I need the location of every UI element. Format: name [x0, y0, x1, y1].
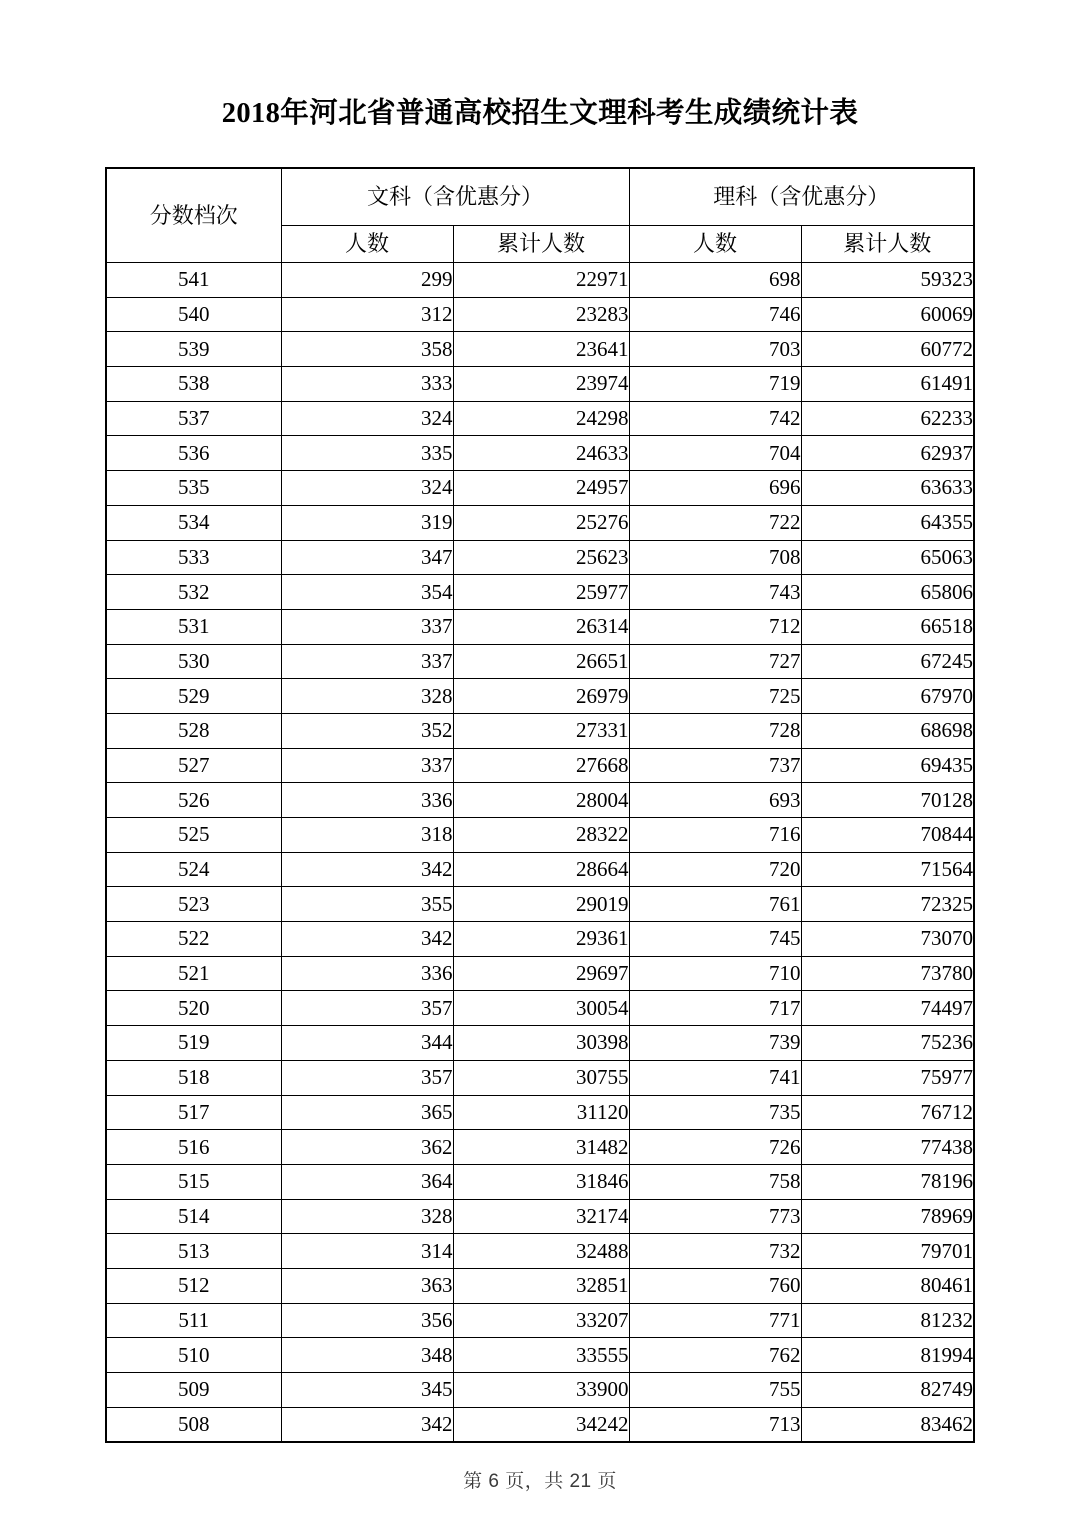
cell-score-tier: 516	[106, 1130, 281, 1165]
cell-liberal-cumulative: 24298	[453, 401, 629, 436]
cell-science-count: 746	[629, 297, 801, 332]
cell-liberal-cumulative: 31120	[453, 1095, 629, 1130]
table-header-row-groups	[106, 168, 974, 226]
cell-science-cumulative: 67245	[801, 644, 974, 679]
cell-score-tier: 513	[106, 1234, 281, 1269]
cell-liberal-cumulative: 28664	[453, 852, 629, 887]
cell-science-count: 720	[629, 852, 801, 887]
table-row	[106, 679, 974, 714]
cell-liberal-count: 299	[281, 263, 453, 298]
cell-liberal-cumulative: 25276	[453, 505, 629, 540]
cell-liberal-cumulative: 32851	[453, 1268, 629, 1303]
cell-liberal-count: 357	[281, 1060, 453, 1095]
cell-liberal-cumulative: 29361	[453, 922, 629, 957]
cell-score-tier: 527	[106, 748, 281, 783]
cell-liberal-count: 348	[281, 1338, 453, 1373]
cell-liberal-count: 328	[281, 679, 453, 714]
page-title: 2018年河北省普通高校招生文理科考生成绩统计表	[221, 98, 859, 129]
cell-score-tier: 531	[106, 609, 281, 644]
cell-score-tier: 535	[106, 471, 281, 506]
cell-liberal-cumulative: 29019	[453, 887, 629, 922]
cell-science-cumulative: 80461	[801, 1268, 974, 1303]
cell-science-count: 710	[629, 956, 801, 991]
cell-score-tier: 525	[106, 818, 281, 853]
cell-liberal-count: 352	[281, 713, 453, 748]
table-row	[106, 1164, 974, 1199]
cell-score-tier: 517	[106, 1095, 281, 1130]
cell-liberal-count: 363	[281, 1268, 453, 1303]
cell-score-tier: 533	[106, 540, 281, 575]
cell-science-count: 743	[629, 575, 801, 610]
cell-score-tier: 534	[106, 505, 281, 540]
table-row	[106, 748, 974, 783]
cell-science-cumulative: 59323	[801, 263, 974, 298]
column-header-liberal-arts-group: 文科（含优惠分）	[281, 168, 629, 226]
cell-liberal-cumulative: 23641	[453, 332, 629, 367]
cell-science-count: 739	[629, 1026, 801, 1061]
table-row	[106, 887, 974, 922]
cell-science-cumulative: 65063	[801, 540, 974, 575]
cell-science-cumulative: 62233	[801, 401, 974, 436]
table-row	[106, 991, 974, 1026]
cell-science-count: 708	[629, 540, 801, 575]
cell-science-count: 712	[629, 609, 801, 644]
cell-science-cumulative: 82749	[801, 1373, 974, 1408]
cell-liberal-count: 354	[281, 575, 453, 610]
cell-liberal-cumulative: 30398	[453, 1026, 629, 1061]
table-row	[106, 818, 974, 853]
cell-liberal-cumulative: 33900	[453, 1373, 629, 1408]
cell-science-cumulative: 61491	[801, 367, 974, 402]
cell-science-count: 727	[629, 644, 801, 679]
table-row	[106, 644, 974, 679]
cell-score-tier: 509	[106, 1373, 281, 1408]
cell-liberal-cumulative: 26314	[453, 609, 629, 644]
cell-liberal-count: 355	[281, 887, 453, 922]
cell-liberal-count: 356	[281, 1303, 453, 1338]
table-row	[106, 436, 974, 471]
cell-liberal-cumulative: 30054	[453, 991, 629, 1026]
cell-liberal-count: 319	[281, 505, 453, 540]
cell-liberal-cumulative: 30755	[453, 1060, 629, 1095]
cell-science-count: 771	[629, 1303, 801, 1338]
cell-science-cumulative: 76712	[801, 1095, 974, 1130]
column-header-liberal-count: 人数	[281, 226, 453, 263]
cell-science-count: 698	[629, 263, 801, 298]
cell-liberal-count: 318	[281, 818, 453, 853]
cell-liberal-count: 342	[281, 852, 453, 887]
column-header-science-count: 人数	[629, 226, 801, 263]
cell-score-tier: 530	[106, 644, 281, 679]
cell-science-count: 742	[629, 401, 801, 436]
score-statistics-table-container	[105, 167, 973, 1443]
cell-score-tier: 539	[106, 332, 281, 367]
cell-liberal-cumulative: 27668	[453, 748, 629, 783]
cell-science-cumulative: 73070	[801, 922, 974, 957]
table-row	[106, 783, 974, 818]
cell-science-cumulative: 81232	[801, 1303, 974, 1338]
cell-score-tier: 520	[106, 991, 281, 1026]
cell-liberal-count: 336	[281, 956, 453, 991]
cell-liberal-cumulative: 22971	[453, 263, 629, 298]
cell-science-cumulative: 79701	[801, 1234, 974, 1269]
table-row	[106, 1338, 974, 1373]
table-row	[106, 1373, 974, 1408]
cell-science-count: 717	[629, 991, 801, 1026]
cell-liberal-count: 345	[281, 1373, 453, 1408]
cell-liberal-count: 347	[281, 540, 453, 575]
cell-score-tier: 540	[106, 297, 281, 332]
cell-liberal-cumulative: 27331	[453, 713, 629, 748]
cell-liberal-cumulative: 28004	[453, 783, 629, 818]
cell-science-cumulative: 70128	[801, 783, 974, 818]
cell-score-tier: 522	[106, 922, 281, 957]
cell-liberal-cumulative: 26651	[453, 644, 629, 679]
cell-liberal-cumulative: 31482	[453, 1130, 629, 1165]
table-row	[106, 1026, 974, 1061]
cell-score-tier: 514	[106, 1199, 281, 1234]
cell-liberal-count: 324	[281, 471, 453, 506]
cell-liberal-cumulative: 28322	[453, 818, 629, 853]
cell-score-tier: 521	[106, 956, 281, 991]
cell-score-tier: 532	[106, 575, 281, 610]
cell-science-count: 735	[629, 1095, 801, 1130]
table-row	[106, 852, 974, 887]
cell-liberal-count: 365	[281, 1095, 453, 1130]
table-row	[106, 471, 974, 506]
cell-liberal-count: 337	[281, 609, 453, 644]
cell-liberal-count: 342	[281, 922, 453, 957]
cell-science-cumulative: 83462	[801, 1407, 974, 1442]
table-row	[106, 505, 974, 540]
table-row	[106, 956, 974, 991]
cell-science-cumulative: 63633	[801, 471, 974, 506]
cell-liberal-count: 362	[281, 1130, 453, 1165]
cell-liberal-count: 337	[281, 748, 453, 783]
cell-score-tier: 518	[106, 1060, 281, 1095]
cell-score-tier: 529	[106, 679, 281, 714]
cell-score-tier: 537	[106, 401, 281, 436]
cell-liberal-count: 335	[281, 436, 453, 471]
cell-score-tier: 538	[106, 367, 281, 402]
table-row	[106, 1095, 974, 1130]
cell-science-cumulative: 75236	[801, 1026, 974, 1061]
cell-science-count: 732	[629, 1234, 801, 1269]
cell-science-count: 726	[629, 1130, 801, 1165]
cell-liberal-count: 357	[281, 991, 453, 1026]
cell-science-cumulative: 65806	[801, 575, 974, 610]
cell-liberal-cumulative: 33555	[453, 1338, 629, 1373]
table-body	[106, 263, 974, 1443]
cell-score-tier: 526	[106, 783, 281, 818]
cell-science-count: 773	[629, 1199, 801, 1234]
cell-science-cumulative: 60069	[801, 297, 974, 332]
cell-liberal-count: 337	[281, 644, 453, 679]
cell-liberal-cumulative: 31846	[453, 1164, 629, 1199]
cell-liberal-count: 342	[281, 1407, 453, 1442]
cell-liberal-count: 336	[281, 783, 453, 818]
cell-science-count: 760	[629, 1268, 801, 1303]
cell-science-count: 741	[629, 1060, 801, 1095]
column-header-science-group: 理科（含优惠分）	[629, 168, 974, 226]
column-header-score-tier: 分数档次	[106, 168, 281, 263]
table-row	[106, 297, 974, 332]
cell-science-cumulative: 64355	[801, 505, 974, 540]
cell-liberal-cumulative: 34242	[453, 1407, 629, 1442]
column-header-liberal-cumulative: 累计人数	[453, 226, 629, 263]
cell-science-cumulative: 67970	[801, 679, 974, 714]
table-row	[106, 713, 974, 748]
table-row	[106, 367, 974, 402]
cell-science-cumulative: 78969	[801, 1199, 974, 1234]
table-row	[106, 1130, 974, 1165]
table-row	[106, 1199, 974, 1234]
cell-science-cumulative: 62937	[801, 436, 974, 471]
cell-liberal-count: 333	[281, 367, 453, 402]
cell-science-count: 713	[629, 1407, 801, 1442]
table-row	[106, 332, 974, 367]
cell-science-cumulative: 68698	[801, 713, 974, 748]
cell-score-tier: 524	[106, 852, 281, 887]
cell-liberal-count: 344	[281, 1026, 453, 1061]
table-row	[106, 263, 974, 298]
cell-liberal-cumulative: 24633	[453, 436, 629, 471]
table-row	[106, 575, 974, 610]
cell-science-cumulative: 66518	[801, 609, 974, 644]
cell-liberal-cumulative: 33207	[453, 1303, 629, 1338]
cell-science-count: 722	[629, 505, 801, 540]
cell-science-count: 719	[629, 367, 801, 402]
cell-liberal-count: 312	[281, 297, 453, 332]
cell-score-tier: 541	[106, 263, 281, 298]
cell-science-count: 737	[629, 748, 801, 783]
cell-score-tier: 508	[106, 1407, 281, 1442]
cell-science-count: 703	[629, 332, 801, 367]
cell-science-count: 758	[629, 1164, 801, 1199]
cell-liberal-count: 314	[281, 1234, 453, 1269]
cell-score-tier: 528	[106, 713, 281, 748]
score-statistics-table	[105, 167, 975, 1443]
cell-science-cumulative: 69435	[801, 748, 974, 783]
cell-liberal-cumulative: 23974	[453, 367, 629, 402]
cell-science-cumulative: 70844	[801, 818, 974, 853]
cell-science-count: 745	[629, 922, 801, 957]
cell-liberal-count: 364	[281, 1164, 453, 1199]
cell-score-tier: 515	[106, 1164, 281, 1199]
cell-science-count: 728	[629, 713, 801, 748]
cell-liberal-cumulative: 23283	[453, 297, 629, 332]
table-row	[106, 540, 974, 575]
cell-liberal-count: 328	[281, 1199, 453, 1234]
cell-science-cumulative: 72325	[801, 887, 974, 922]
cell-liberal-cumulative: 32488	[453, 1234, 629, 1269]
table-row	[106, 1234, 974, 1269]
table-row	[106, 1303, 974, 1338]
cell-liberal-cumulative: 32174	[453, 1199, 629, 1234]
cell-score-tier: 511	[106, 1303, 281, 1338]
cell-science-count: 693	[629, 783, 801, 818]
cell-science-cumulative: 71564	[801, 852, 974, 887]
cell-science-cumulative: 77438	[801, 1130, 974, 1165]
table-row	[106, 1060, 974, 1095]
table-row	[106, 922, 974, 957]
cell-score-tier: 510	[106, 1338, 281, 1373]
cell-science-cumulative: 60772	[801, 332, 974, 367]
cell-liberal-count: 324	[281, 401, 453, 436]
cell-liberal-cumulative: 29697	[453, 956, 629, 991]
cell-science-cumulative: 75977	[801, 1060, 974, 1095]
cell-science-cumulative: 81994	[801, 1338, 974, 1373]
table-row	[106, 609, 974, 644]
cell-science-count: 755	[629, 1373, 801, 1408]
page-footer-pagination: 第 6 页，共 21 页	[463, 1471, 617, 1492]
table-header	[106, 168, 974, 263]
cell-science-count: 704	[629, 436, 801, 471]
cell-score-tier: 512	[106, 1268, 281, 1303]
cell-science-cumulative: 73780	[801, 956, 974, 991]
cell-science-count: 696	[629, 471, 801, 506]
cell-liberal-cumulative: 26979	[453, 679, 629, 714]
cell-science-cumulative: 78196	[801, 1164, 974, 1199]
cell-score-tier: 536	[106, 436, 281, 471]
cell-score-tier: 519	[106, 1026, 281, 1061]
cell-science-cumulative: 74497	[801, 991, 974, 1026]
cell-science-count: 762	[629, 1338, 801, 1373]
cell-science-count: 761	[629, 887, 801, 922]
table-row	[106, 1268, 974, 1303]
column-header-science-cumulative: 累计人数	[801, 226, 974, 263]
cell-liberal-cumulative: 24957	[453, 471, 629, 506]
cell-liberal-cumulative: 25623	[453, 540, 629, 575]
cell-science-count: 716	[629, 818, 801, 853]
cell-liberal-count: 358	[281, 332, 453, 367]
cell-science-count: 725	[629, 679, 801, 714]
cell-score-tier: 523	[106, 887, 281, 922]
table-row	[106, 401, 974, 436]
cell-liberal-cumulative: 25977	[453, 575, 629, 610]
table-row	[106, 1407, 974, 1442]
